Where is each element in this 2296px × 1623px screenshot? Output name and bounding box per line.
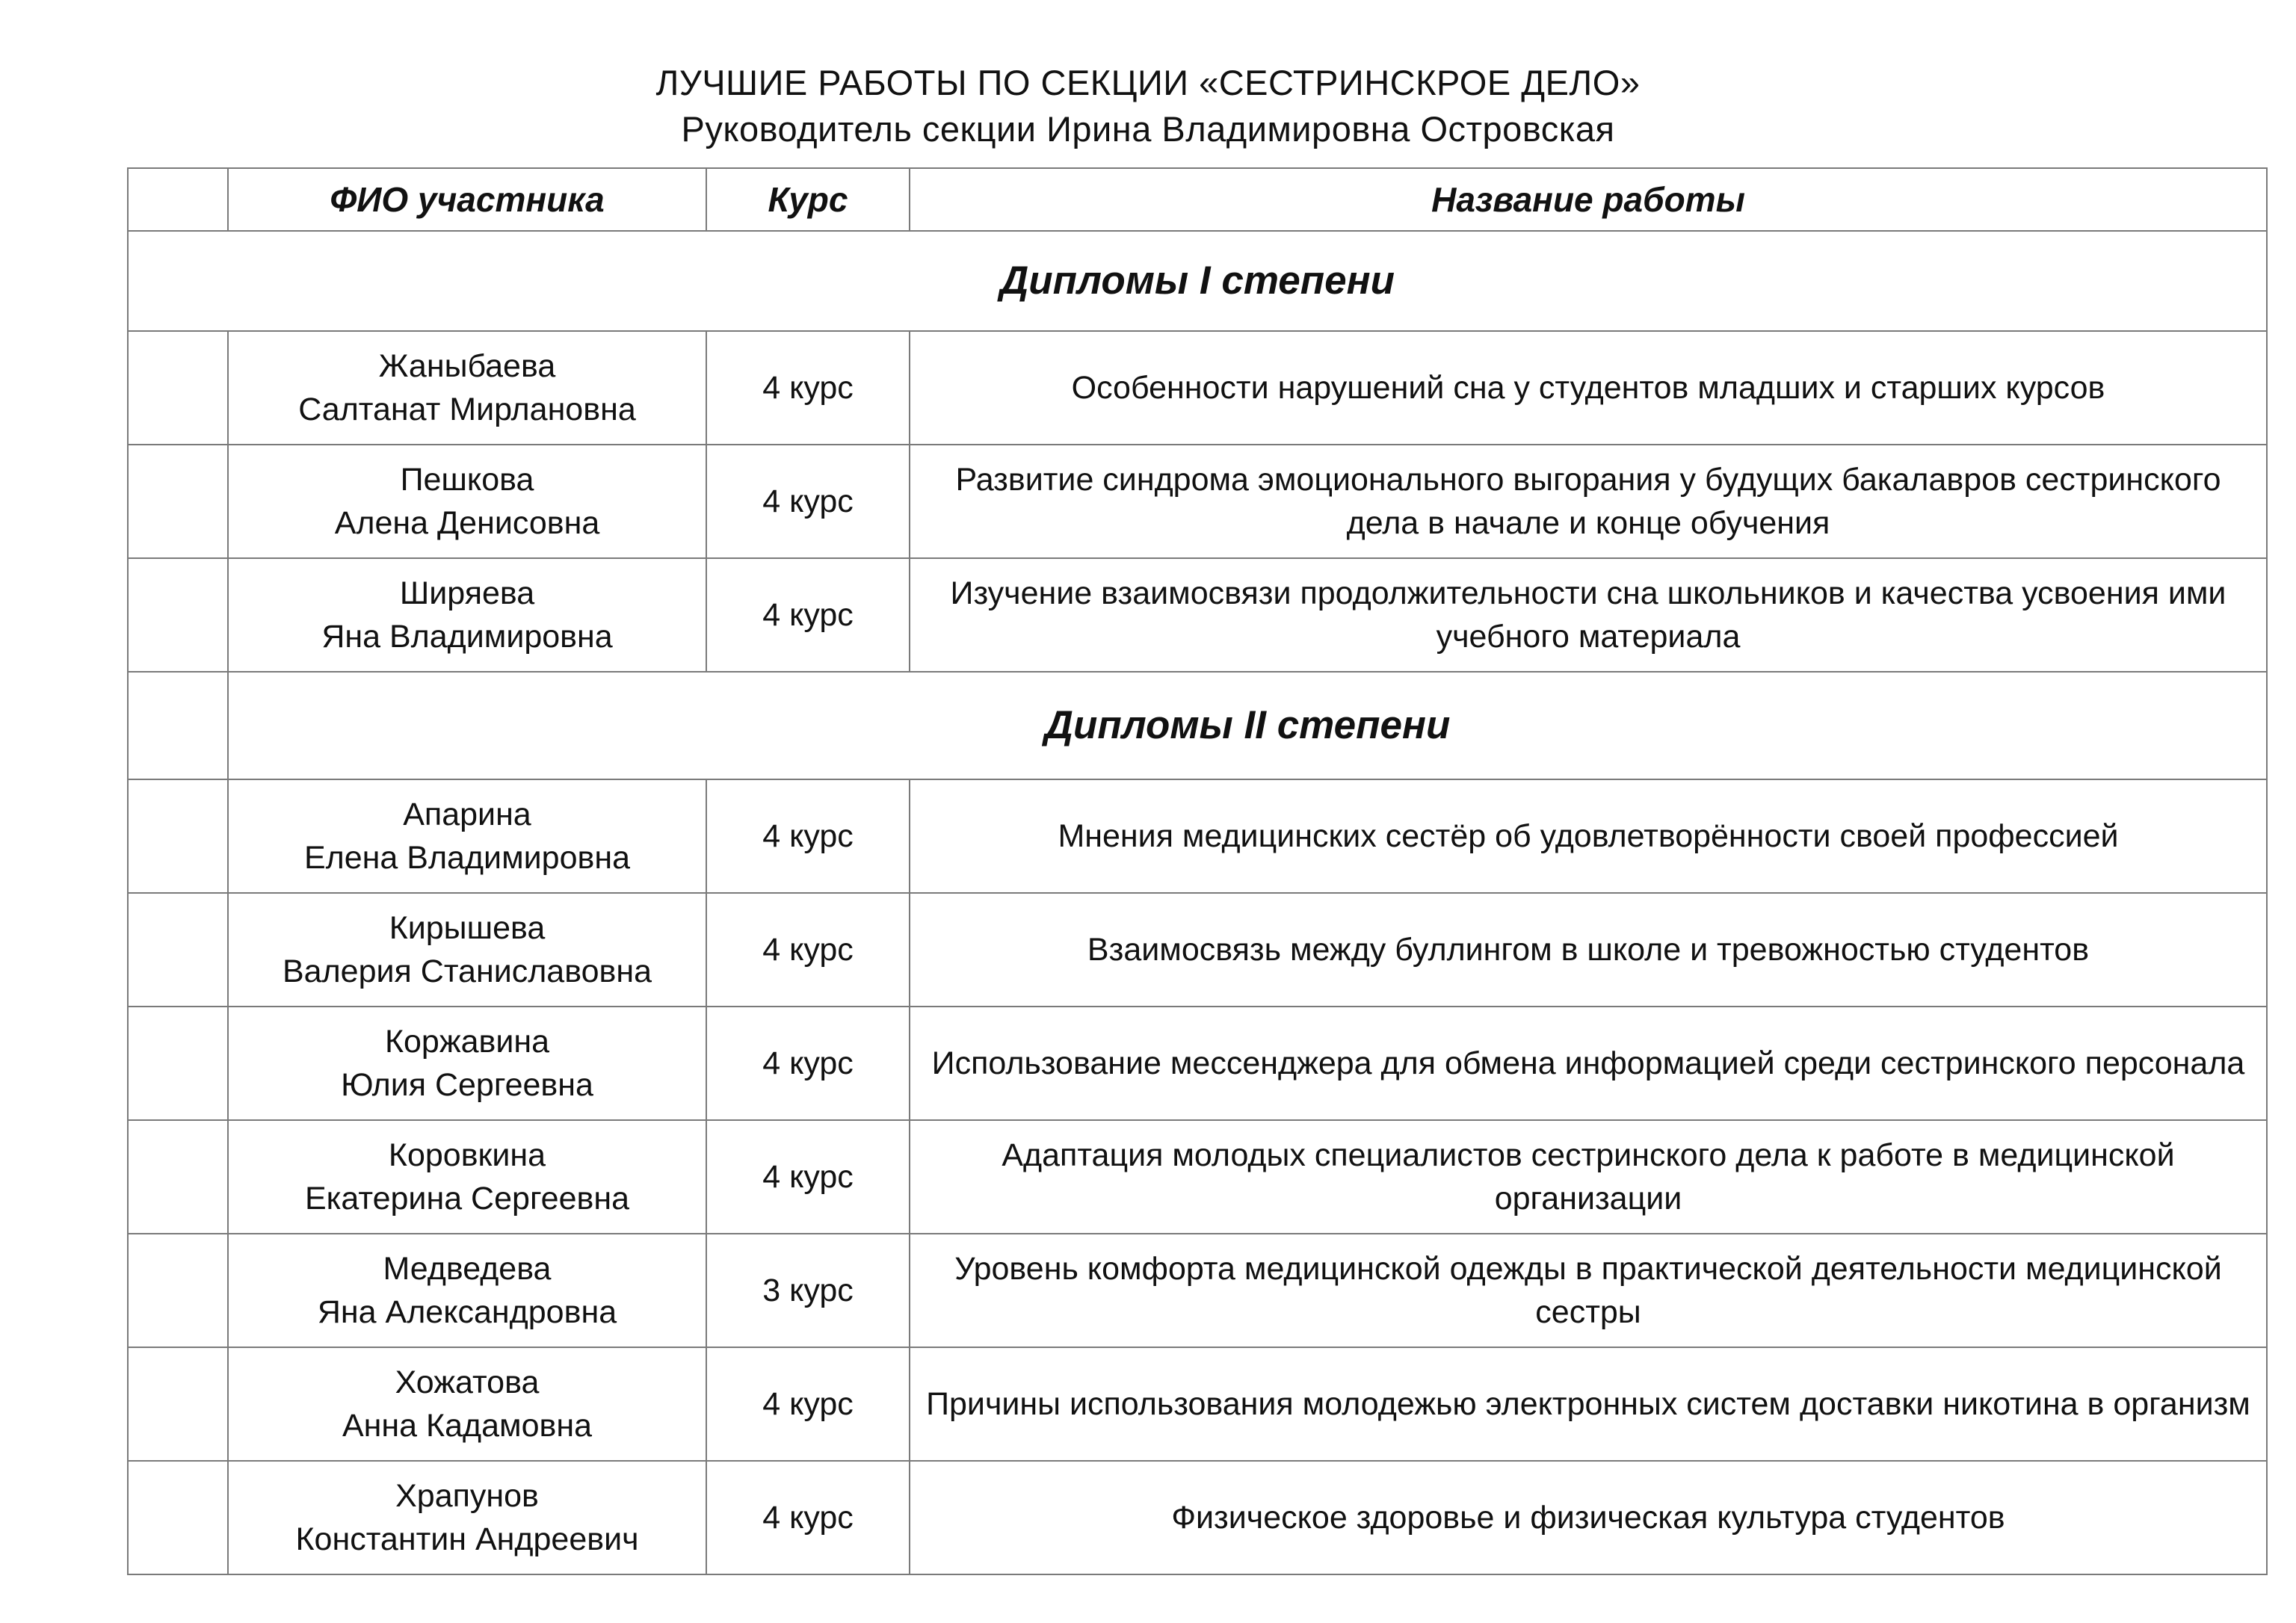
course-cell: 4 курс <box>706 331 910 445</box>
number-cell <box>128 1234 228 1347</box>
table-row <box>128 893 2267 1007</box>
course-cell: 4 курс <box>706 1461 910 1574</box>
course-column-header: Курс <box>706 168 910 231</box>
participant-name-cell <box>228 893 706 1007</box>
participant-surname: Хожатова <box>395 1364 540 1400</box>
course-cell: 4 курс <box>706 893 910 1007</box>
number-cell <box>128 1347 228 1461</box>
number-cell <box>128 331 228 445</box>
section-row-second-degree <box>128 672 2267 779</box>
participant-name-cell <box>228 1461 706 1574</box>
course-cell: 4 курс <box>706 558 910 672</box>
participant-surname: Кирышева <box>389 910 546 946</box>
number-cell <box>128 445 228 558</box>
section-title: Дипломы II степени <box>228 672 2267 779</box>
number-cell <box>128 779 228 893</box>
table-row <box>128 445 2267 558</box>
work-title-cell: Причины использования молодежью электронных систем доставки никотина в организм <box>910 1347 2267 1461</box>
table-row <box>128 1120 2267 1234</box>
course-cell: 4 курс <box>706 779 910 893</box>
participant-given-name: Юлия Сергеевна <box>341 1067 593 1103</box>
participant-surname: Храпунов <box>395 1478 539 1514</box>
name-column-header: ФИО участника <box>228 168 706 231</box>
work-title-cell: Мнения медицинских сестёр об удовлетворённости своей профессией <box>910 779 2267 893</box>
work-title-cell: Изучение взаимосвязи продолжительности сна школьников и качества усвоения ими учебного материала <box>910 558 2267 672</box>
section-title: Дипломы I степени <box>128 231 2267 331</box>
participant-name-cell <box>228 558 706 672</box>
work-title-cell: Особенности нарушений сна у студентов младших и старших курсов <box>910 331 2267 445</box>
table-row <box>128 1347 2267 1461</box>
results-table <box>127 167 2268 1575</box>
number-cell <box>128 672 228 779</box>
course-cell: 4 курс <box>706 445 910 558</box>
participant-surname: Ширяева <box>399 575 535 611</box>
participant-name-cell <box>228 1120 706 1234</box>
table-row <box>128 558 2267 672</box>
course-cell: 3 курс <box>706 1234 910 1347</box>
work-column-header: Название работы <box>910 168 2267 231</box>
course-cell: 4 курс <box>706 1120 910 1234</box>
work-title-cell: Уровень комфорта медицинской одежды в практической деятельности медицинской сестры <box>910 1234 2267 1347</box>
number-column-header <box>128 168 228 231</box>
number-cell <box>128 1120 228 1234</box>
participant-name-cell <box>228 1347 706 1461</box>
table-row <box>128 1234 2267 1347</box>
participant-name-cell <box>228 1234 706 1347</box>
participant-surname: Жаныбаева <box>378 348 556 384</box>
course-cell: 4 курс <box>706 1007 910 1120</box>
work-title-cell: Использование мессенджера для обмена информацией среди сестринского персонала <box>910 1007 2267 1120</box>
course-cell: 4 курс <box>706 1347 910 1461</box>
document-title: ЛУЧШИЕ РАБОТЫ ПО СЕКЦИИ «СЕСТРИНСКРОЕ ДЕЛО» <box>655 63 1641 102</box>
participant-given-name: Валерия Станиславовна <box>283 953 652 989</box>
document-subtitle: Руководитель секции Ирина Владимировна Островская <box>681 109 1615 149</box>
participant-given-name: Яна Владимировна <box>321 619 613 655</box>
participant-given-name: Салтанат Мирлановна <box>298 392 636 427</box>
participant-surname: Коржавина <box>384 1024 550 1060</box>
participant-surname: Апарина <box>403 797 531 832</box>
participant-given-name: Елена Владимировна <box>303 840 630 876</box>
participant-surname: Коровкина <box>388 1137 546 1173</box>
participant-given-name: Алена Денисовна <box>334 505 600 541</box>
participant-given-name: Константин Андреевич <box>295 1521 639 1557</box>
number-cell <box>128 1461 228 1574</box>
participant-given-name: Анна Кадамовна <box>342 1408 592 1444</box>
work-title-cell: Адаптация молодых специалистов сестринского дела к работе в медицинской организации <box>910 1120 2267 1234</box>
participant-name-cell <box>228 1007 706 1120</box>
participant-surname: Медведева <box>383 1251 552 1287</box>
table-row <box>128 1461 2267 1574</box>
work-title-cell: Взаимосвязь между буллингом в школе и тревожностью студентов <box>910 893 2267 1007</box>
participant-name-cell <box>228 445 706 558</box>
participant-given-name: Екатерина Сергеевна <box>304 1181 630 1217</box>
number-cell <box>128 1007 228 1120</box>
work-title-cell: Развитие синдрома эмоционального выгорания у будущих бакалавров сестринского дела в начале и конце обучения <box>910 445 2267 558</box>
number-cell <box>128 558 228 672</box>
participant-name-cell <box>228 331 706 445</box>
table-row <box>128 779 2267 893</box>
number-cell <box>128 893 228 1007</box>
participant-given-name: Яна Александровна <box>317 1294 617 1330</box>
document-header <box>0 60 2296 152</box>
table-row <box>128 331 2267 445</box>
section-row-first-degree <box>128 231 2267 331</box>
participant-name-cell <box>228 779 706 893</box>
work-title-cell: Физическое здоровье и физическая культура студентов <box>910 1461 2267 1574</box>
table-header-row <box>128 168 2267 231</box>
participant-surname: Пешкова <box>400 462 534 498</box>
table-row <box>128 1007 2267 1120</box>
